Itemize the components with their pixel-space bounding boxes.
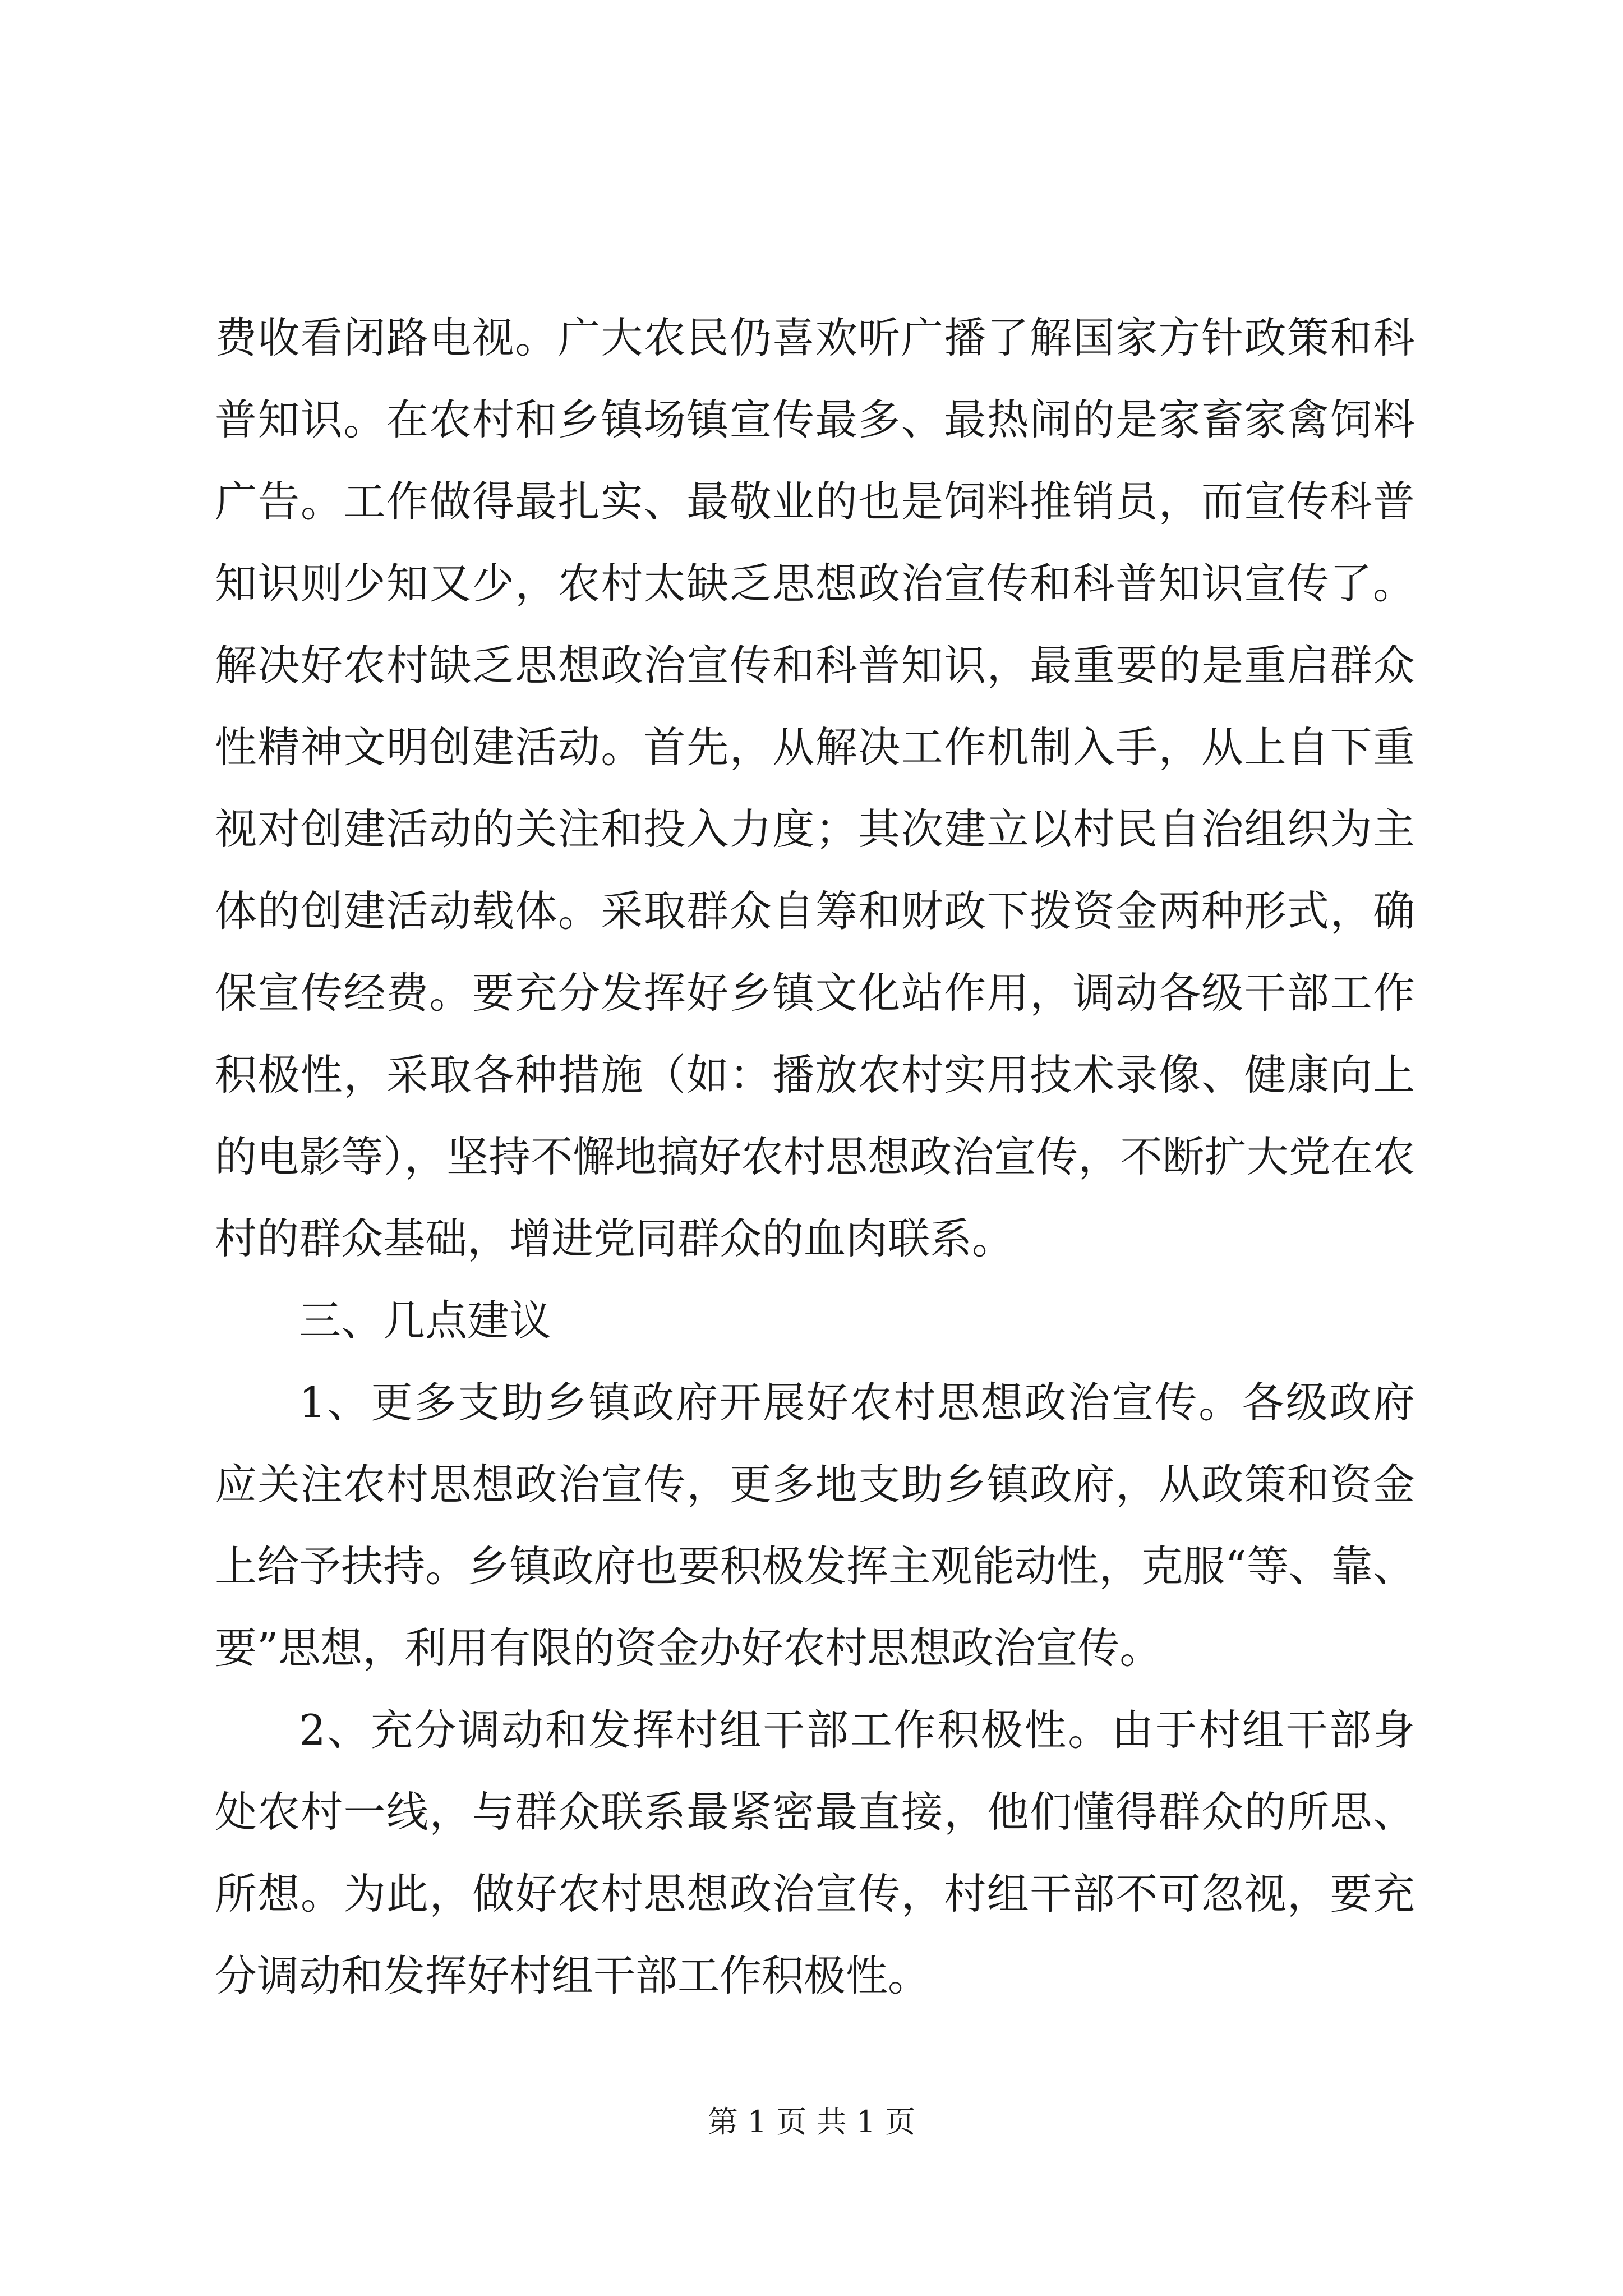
document-body	[215, 297, 1415, 2017]
suggestion-1: 1、更多支助乡镇政府开展好农村思想政治宣传。各级政府应关注农村思想政治宣传，更多地支助乡镇政府，从政策和资金上给予扶持。乡镇政府也要积极发挥主观能动性，克服“等、靠、要”思想，利用有限的资金办好农村思想政治宣传。	[215, 1378, 1415, 1673]
paragraph-continuation: 费收看闭路电视。广大农民仍喜欢听广播了解国家方针政策和科普知识。在农村和乡镇场镇宣传最多、最热闹的是家畜家禽饲料广告。工作做得最扎实、最敬业的也是饲料推销员，而宣传科普知识则少知又少，农村太缺乏思想政治宣传和科普知识宣传了。解决好农村缺乏思想政治宣传和科普知识，最重要的是重启群众性精神文明创建活动。首先，从解决工作机制入手，从上自下重视对创建活动的关注和投入力度；其次建立以村民自治组织为主体的创建活动载体。采取群众自筹和财政下拨资金两种形式，确保宣传经费。要充分发挥好乡镇文化站作用，调动各级干部工作积极性，采取各种措施（如：播放农村实用技术录像、健康向上的电影等），坚持不懈地搞好农村思想政治宣传，不断扩大党在农村的群众基础，增进党同群众的血肉联系。	[215, 313, 1415, 1263]
page-footer: 第 1 页 共 1 页	[707, 2104, 916, 2139]
section-heading: 三、几点建议	[299, 1296, 552, 1345]
suggestion-2: 2、充分调动和发挥村组干部工作积极性。由于村组干部身处农村一线，与群众联系最紧密最直接，他们懂得群众的所思、所想。为此，做好农村思想政治宣传，村组干部不可忽视，要充分调动和发挥好村组干部工作积极性。	[215, 1705, 1415, 2000]
